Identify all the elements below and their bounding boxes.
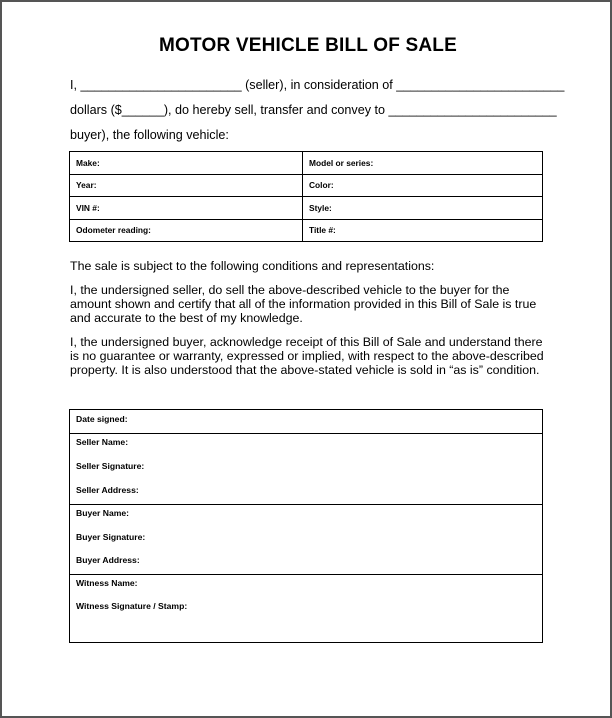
date-signed-section (70, 410, 542, 434)
odometer-field: Odometer reading: (70, 219, 303, 242)
buyer-statement: I, the undersigned buyer, acknowledge receipt of this Bill of Sale and understand there is no guarantee or warranty, expressed or implied, with respect to the above-described property. It is also understood that the above-stated vehicle is sold in “as is” condition. (70, 335, 544, 377)
seller-statement: I, the undersigned seller, do sell the above-described vehicle to the buyer for the amount shown and certify that all of the information provided in this Bill of Sale is true and accurate to the best of my knowledge. (70, 283, 537, 325)
table-row (70, 197, 543, 220)
color-field: Color: (303, 174, 543, 197)
year-field: Year: (70, 174, 303, 197)
buyer-name-label: Buyer Name: (76, 508, 130, 518)
buyer-address-label: Buyer Address: (76, 555, 140, 565)
seller-signature-label: Seller Signature: (76, 461, 145, 471)
intro-vehicle-line: buyer), the following vehicle: (70, 128, 229, 142)
witness-section (70, 575, 542, 642)
seller-name-label: Seller Name: (76, 437, 129, 447)
document-title: MOTOR VEHICLE BILL OF SALE (159, 35, 457, 56)
signature-block (69, 409, 543, 643)
vehicle-details-table (69, 151, 543, 242)
buyer-section (70, 505, 542, 575)
buyer-signature-label: Buyer Signature: (76, 532, 146, 542)
table-row (70, 152, 543, 175)
table-row (70, 219, 543, 242)
vin-field: VIN #: (70, 197, 303, 220)
seller-section (70, 434, 542, 505)
date-signed-label: Date signed: (76, 414, 128, 424)
seller-address-label: Seller Address: (76, 485, 139, 495)
witness-name-label: Witness Name: (76, 578, 138, 588)
witness-signature-label: Witness Signature / Stamp: (76, 601, 188, 611)
intro-price-line: dollars ($______), do hereby sell, transfer and convey to ________________________ (70, 103, 557, 117)
intro-seller-line: I, _______________________ (seller), in consideration of ________________________ (70, 78, 565, 92)
title-number-field: Title #: (303, 219, 543, 242)
make-field: Make: (70, 152, 303, 175)
conditions-heading: The sale is subject to the following conditions and representations: (70, 259, 435, 273)
style-field: Style: (303, 197, 543, 220)
model-field: Model or series: (303, 152, 543, 175)
table-row (70, 174, 543, 197)
